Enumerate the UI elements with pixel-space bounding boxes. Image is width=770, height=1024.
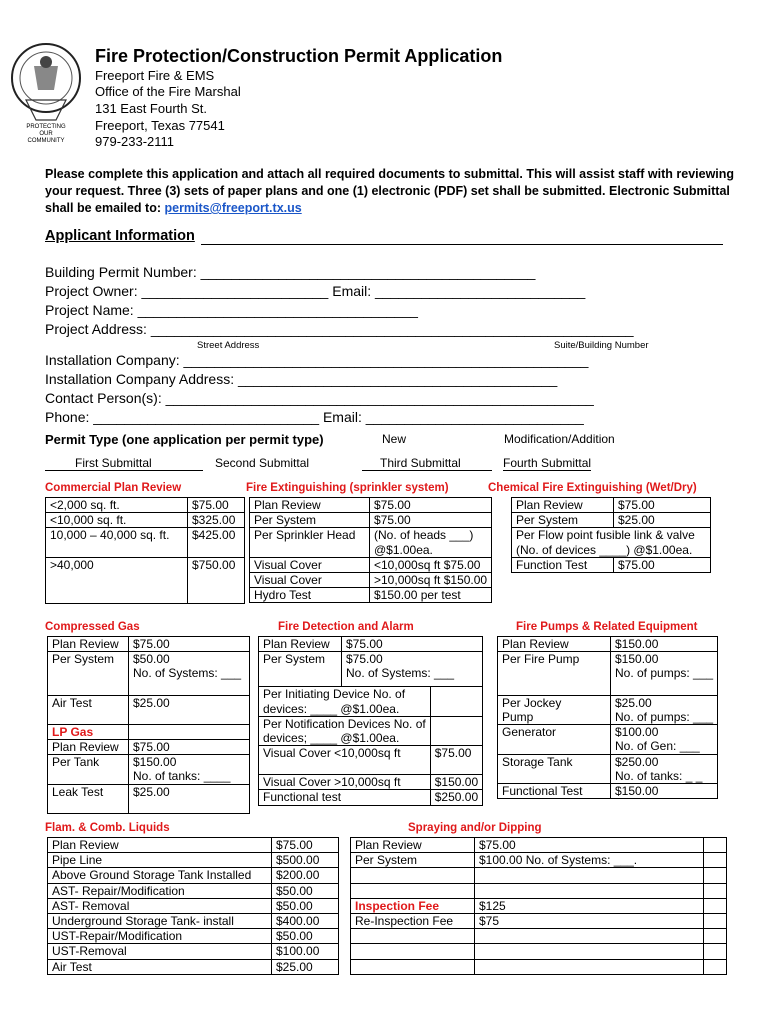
commercial-table — [45, 497, 245, 604]
table-row — [498, 725, 718, 740]
table-row — [250, 588, 492, 603]
org-line-2: Office of the Fire Marshal — [95, 84, 241, 99]
table-row — [351, 868, 727, 883]
detection-cell: Per System — [259, 652, 342, 667]
table-row — [351, 929, 727, 944]
org-line-5: 979-233-2111 — [95, 134, 175, 149]
reinspection-fee-label: Re-Inspection Fee — [351, 913, 475, 928]
visual-cover-fee: $75.00 — [430, 746, 482, 775]
functional-test-fee: $250.00 — [430, 790, 482, 805]
table-cell — [430, 716, 482, 731]
table-cell — [430, 687, 482, 702]
pump-cell: Generator — [498, 725, 611, 740]
table-row — [512, 557, 711, 572]
lp-cell: Plan Review — [48, 739, 129, 754]
table-row — [250, 557, 492, 572]
chemical-cell: Function Test — [512, 557, 614, 572]
pump-fee: $25.00 — [611, 695, 718, 710]
pumps-table — [497, 636, 718, 799]
table-row — [498, 754, 718, 769]
table-row — [498, 652, 718, 667]
spraying-fee: $75.00 — [475, 838, 704, 853]
pump-cell — [498, 769, 611, 784]
commercial-cell — [46, 543, 188, 558]
pump-fee: $100.00 — [611, 725, 718, 740]
flam-heading: Flam. & Comb. Liquids — [45, 822, 170, 834]
detection-table — [258, 636, 483, 806]
table-row — [48, 944, 339, 959]
table-cell — [475, 959, 704, 974]
commercial-cell: 10,000 – 40,000 sq. ft. — [46, 528, 188, 543]
commercial-fee: $750.00 — [188, 557, 245, 603]
table-row — [498, 666, 718, 680]
project-name-field[interactable]: Project Name: ____________________________________ — [45, 302, 418, 318]
installation-company-field[interactable]: Installation Company: ____________________________________________________ — [45, 352, 589, 368]
flam-table — [47, 837, 339, 975]
inspection-fee-label: Inspection Fee — [351, 898, 475, 913]
pump-fee: $150.00 — [611, 783, 718, 798]
table-row — [512, 513, 711, 528]
table-row — [48, 637, 250, 652]
flam-fee: $500.00 — [272, 853, 339, 868]
table-row — [498, 637, 718, 652]
sprinkler-fee: $75.00 — [370, 513, 492, 528]
sprinkler-fee: (No. of heads ___) — [370, 528, 492, 543]
notification-device-cell: devices; ____ @$1.00ea. — [259, 731, 431, 746]
detection-fee: $75.00 — [342, 652, 483, 667]
sprinkler-fee: <10,000sq ft $75.00 — [370, 557, 492, 572]
chemical-cell: Per System — [512, 513, 614, 528]
flam-fee: $50.00 — [272, 898, 339, 913]
table-cell — [475, 929, 704, 944]
inspection-fee-value: $125 — [475, 898, 704, 913]
pump-cell: Per Jockey — [498, 695, 611, 710]
table-row — [48, 838, 339, 853]
table-row — [259, 687, 483, 702]
lp-fee: $150.00 — [129, 755, 250, 770]
table-row — [351, 913, 727, 928]
pump-fee: No. of pumps: ___ — [611, 666, 718, 680]
pump-fee: No. of pumps: ___ — [611, 710, 718, 725]
page-title: Fire Protection/Construction Permit Application — [95, 46, 503, 66]
table-row — [351, 838, 727, 853]
org-line-1: Freeport Fire & EMS — [95, 68, 215, 83]
table-row — [512, 543, 711, 558]
flam-fee: $400.00 — [272, 913, 339, 928]
heading-rule — [201, 244, 723, 245]
installation-address-field[interactable]: Installation Company Address: _________________________________________ — [45, 371, 558, 387]
detection-fee: $75.00 — [342, 637, 483, 652]
chemical-fee: $75.00 — [614, 498, 711, 513]
table-cell — [704, 929, 727, 944]
table-row — [259, 716, 483, 731]
table-row — [250, 528, 492, 543]
table-row — [351, 944, 727, 959]
table-row — [498, 769, 718, 784]
intro-text: Please complete this application and attach all required documents to submittal. This will assist staff with reviewing your request. Three (3) sets of paper plans and one (1) electronic (PDF) set shall be submitted. Electronic Submittal shall be emailed to: — [45, 167, 735, 215]
intro-paragraph — [45, 166, 735, 217]
compressed-cell — [48, 666, 129, 680]
visual-cover-fee: $150.00 — [430, 775, 482, 790]
flam-cell: Above Ground Storage Tank Installed — [48, 868, 272, 883]
flam-fee: $75.00 — [272, 838, 339, 853]
table-cell — [129, 724, 250, 739]
table-row — [259, 702, 483, 717]
fourth-submittal[interactable]: Fourth Submittal — [503, 456, 592, 470]
permit-type-label: Permit Type (one application per permit type) — [45, 432, 324, 447]
seal-text-3: COMMUNITY — [27, 138, 65, 144]
permit-type-new[interactable]: New — [382, 432, 407, 446]
table-row — [259, 775, 483, 790]
commercial-fee: $425.00 — [188, 528, 245, 543]
table-cell — [704, 898, 727, 913]
third-submittal[interactable] — [362, 456, 492, 471]
table-cell — [704, 868, 727, 883]
table-row — [46, 498, 245, 513]
org-line-3: 131 East Fourth St. — [95, 101, 208, 116]
table-row — [259, 666, 483, 687]
sprinkler-fee: $150.00 per test — [370, 588, 492, 603]
detection-cell: Plan Review — [259, 637, 342, 652]
third-submittal-label: Third Submittal — [380, 456, 461, 470]
initiating-device-cell: devices: ____ @$1.00ea. — [259, 702, 431, 717]
pump-cell: Pump — [498, 710, 611, 725]
table-row — [48, 652, 250, 667]
pump-fee: $150.00 — [611, 652, 718, 667]
compressed-gas-table — [47, 636, 250, 814]
sprinkler-fee: >10,000sq ft $150.00 — [370, 572, 492, 587]
table-row — [48, 755, 250, 770]
table-row — [498, 710, 718, 725]
pump-fee: No. of tanks: _ _ — [611, 769, 718, 784]
pump-cell: Functional Test — [498, 783, 611, 798]
compressed-fee: $50.00 — [129, 652, 250, 667]
table-cell — [704, 944, 727, 959]
flam-cell: AST- Removal — [48, 898, 272, 913]
commercial-cell: <2,000 sq. ft. — [46, 498, 188, 513]
pump-cell — [498, 739, 611, 754]
pump-cell — [498, 681, 611, 696]
table-cell — [351, 929, 475, 944]
lp-fee: $75.00 — [129, 739, 250, 754]
table-row — [48, 913, 339, 928]
flam-cell: Plan Review — [48, 838, 272, 853]
pumps-heading: Fire Pumps & Related Equipment — [516, 621, 698, 633]
table-row — [498, 783, 718, 798]
spraying-fee — [475, 883, 704, 898]
table-cell — [351, 944, 475, 959]
visual-cover-cell: Visual Cover <10,000sq ft — [259, 746, 431, 775]
initiating-device-cell: Per Initiating Device No. of — [259, 687, 431, 702]
spraying-heading: Spraying and/or Dipping — [408, 822, 542, 834]
sprinkler-cell — [250, 543, 370, 558]
second-submittal[interactable]: Second Submittal — [215, 456, 310, 470]
detection-fee: No. of Systems: ___ — [342, 666, 483, 687]
sprinkler-cell: Per Sprinkler Head — [250, 528, 370, 543]
table-row — [48, 769, 250, 784]
table-row — [351, 853, 727, 868]
table-row — [259, 731, 483, 746]
lp-gas-heading: LP Gas — [48, 724, 129, 739]
project-address-field[interactable]: Project Address: ______________________________________________________________ — [45, 321, 634, 337]
lp-fee: $25.00 — [129, 784, 250, 813]
chemical-cell: (No. of devices ____) @$1.00ea. — [512, 543, 711, 558]
table-row — [250, 572, 492, 587]
pump-cell: Storage Tank — [498, 754, 611, 769]
compressed-fee: No. of Systems: ___ — [129, 666, 250, 680]
project-owner-field[interactable]: Project Owner: ________________________ Email: ___________________________ — [45, 283, 586, 299]
table-row — [48, 883, 339, 898]
first-submittal-label: First Submittal — [75, 456, 152, 470]
spraying-cell: Per System — [351, 853, 475, 868]
first-submittal[interactable] — [45, 456, 203, 471]
table-cell — [704, 959, 727, 974]
table-cell — [704, 913, 727, 928]
contact-person-field[interactable]: Contact Person(s): _______________________________________________________ — [45, 390, 594, 406]
suite-label: Suite/Building Number — [554, 340, 649, 351]
building-permit-field[interactable]: Building Permit Number: ___________________________________________ — [45, 264, 536, 280]
chemical-heading: Chemical Fire Extinguishing (Wet/Dry) — [488, 482, 697, 494]
table-row — [250, 498, 492, 513]
phone-field[interactable]: Phone: _____________________________ Email: ____________________________ — [45, 409, 584, 425]
table-row — [498, 681, 718, 696]
table-row — [48, 898, 339, 913]
pump-cell: Per Fire Pump — [498, 652, 611, 667]
compressed-cell: Air Test — [48, 695, 129, 724]
flam-cell: Pipe Line — [48, 853, 272, 868]
flam-cell: Underground Storage Tank- install — [48, 913, 272, 928]
table-row — [259, 790, 483, 805]
table-row — [48, 784, 250, 813]
flam-fee: $50.00 — [272, 883, 339, 898]
detection-cell — [259, 666, 342, 687]
table-row — [48, 724, 250, 739]
compressed-fee — [129, 681, 250, 696]
spraying-table — [350, 837, 727, 975]
commercial-fee: $75.00 — [188, 498, 245, 513]
commercial-heading: Commercial Plan Review — [45, 482, 182, 494]
commercial-fee: $325.00 — [188, 513, 245, 528]
table-cell — [704, 853, 727, 868]
seal-text-2: OUR — [39, 131, 53, 137]
pump-cell: Plan Review — [498, 637, 611, 652]
table-row — [48, 739, 250, 754]
sprinkler-cell: Visual Cover — [250, 572, 370, 587]
chemical-fee: $25.00 — [614, 513, 711, 528]
table-row — [48, 929, 339, 944]
pump-fee: No. of Gen: ___ — [611, 739, 718, 754]
table-row — [48, 681, 250, 696]
table-row — [259, 637, 483, 652]
flam-cell: UST-Removal — [48, 944, 272, 959]
sprinkler-table — [249, 497, 492, 603]
compressed-fee: $75.00 — [129, 637, 250, 652]
seal-text-1: PROTECTING — [26, 124, 66, 130]
pump-fee — [611, 681, 718, 696]
table-cell — [351, 959, 475, 974]
table-row — [351, 883, 727, 898]
table-row — [48, 959, 339, 974]
flam-fee: $50.00 — [272, 929, 339, 944]
table-row — [250, 513, 492, 528]
commercial-cell: <10,000 sq. ft. — [46, 513, 188, 528]
flam-cell: Air Test — [48, 959, 272, 974]
visual-cover-cell: Visual Cover >10,000sq ft — [259, 775, 431, 790]
table-row — [250, 543, 492, 558]
table-row — [259, 652, 483, 667]
notification-device-cell: Per Notification Devices No. of — [259, 716, 431, 731]
table-cell — [430, 731, 482, 746]
chemical-cell: Per Flow point fusible link & valve — [512, 528, 711, 543]
table-row — [46, 543, 245, 558]
table-cell — [704, 883, 727, 898]
table-row — [46, 513, 245, 528]
applicant-heading: Applicant Information — [45, 228, 195, 244]
table-row — [48, 666, 250, 680]
sprinkler-fee: $75.00 — [370, 498, 492, 513]
compressed-gas-heading: Compressed Gas — [45, 621, 140, 633]
detection-heading: Fire Detection and Alarm — [278, 621, 414, 633]
street-address-label: Street Address — [197, 340, 260, 351]
reinspection-fee-value: $75 — [475, 913, 704, 928]
spraying-cell — [351, 868, 475, 883]
spraying-fee — [475, 868, 704, 883]
compressed-cell — [48, 681, 129, 696]
email-link[interactable]: permits@freeport.tx.us — [164, 201, 302, 215]
table-row — [48, 853, 339, 868]
spraying-cell: Plan Review — [351, 838, 475, 853]
sprinkler-fee: @$1.00ea. — [370, 543, 492, 558]
table-row — [46, 528, 245, 543]
flam-cell: UST-Repair/Modification — [48, 929, 272, 944]
fire-marshal-seal — [8, 40, 84, 144]
table-row — [48, 695, 250, 724]
sprinkler-cell: Hydro Test — [250, 588, 370, 603]
flam-cell: AST- Repair/Modification — [48, 883, 272, 898]
table-row — [498, 739, 718, 754]
compressed-cell: Plan Review — [48, 637, 129, 652]
commercial-fee — [188, 543, 245, 558]
pump-cell — [498, 666, 611, 680]
lp-cell: Leak Test — [48, 784, 129, 813]
pump-fee: $250.00 — [611, 754, 718, 769]
table-row — [46, 557, 245, 603]
chemical-cell: Plan Review — [512, 498, 614, 513]
compressed-cell: Per System — [48, 652, 129, 667]
flam-fee: $200.00 — [272, 868, 339, 883]
lp-fee: No. of tanks: ____ — [129, 769, 250, 784]
lp-cell: Per Tank — [48, 755, 129, 770]
commercial-cell: >40,000 — [46, 557, 188, 603]
sprinkler-cell: Per System — [250, 513, 370, 528]
chemical-fee: $75.00 — [614, 557, 711, 572]
functional-test-cell: Functional test — [259, 790, 431, 805]
sprinkler-cell: Plan Review — [250, 498, 370, 513]
table-row — [48, 868, 339, 883]
table-row — [498, 695, 718, 710]
table-cell — [430, 702, 482, 717]
lp-cell — [48, 769, 129, 784]
table-row — [512, 528, 711, 543]
table-cell — [475, 944, 704, 959]
spraying-fee: $100.00 No. of Systems: ___. — [475, 853, 704, 868]
table-row — [512, 498, 711, 513]
table-row — [351, 959, 727, 974]
spraying-cell — [351, 883, 475, 898]
chemical-table — [511, 497, 711, 573]
flam-fee: $25.00 — [272, 959, 339, 974]
pump-fee: $150.00 — [611, 637, 718, 652]
compressed-fee: $25.00 — [129, 695, 250, 724]
sprinkler-heading: Fire Extinguishing (sprinkler system) — [246, 482, 449, 494]
flam-fee: $100.00 — [272, 944, 339, 959]
table-row — [259, 746, 483, 775]
table-cell — [704, 838, 727, 853]
permit-type-modification[interactable]: Modification/Addition — [504, 432, 615, 446]
table-row — [351, 898, 727, 913]
sprinkler-cell: Visual Cover — [250, 557, 370, 572]
org-line-4: Freeport, Texas 77541 — [95, 118, 225, 133]
